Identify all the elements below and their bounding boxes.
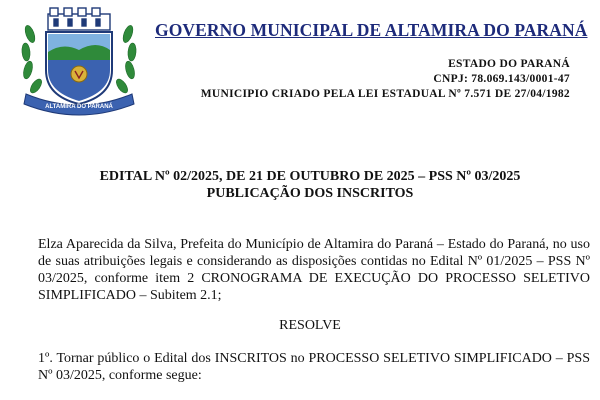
laurel-right	[114, 24, 137, 95]
laurel-left	[21, 24, 44, 95]
mural-crown	[48, 8, 110, 30]
edital-subtitle: PUBLICAÇÃO DOS INSCRITOS	[206, 186, 414, 201]
shield	[46, 32, 112, 104]
creation-law-line: MUNICIPIO CRIADO PELA LEI ESTADUAL Nº 7.571 DE 27/04/1982	[200, 88, 570, 100]
municipal-crest-icon	[18, 4, 140, 116]
crest-ribbon-text: ALTAMIRA DO PARANÁ	[45, 104, 113, 110]
resolve-heading: RESOLVE	[279, 318, 341, 333]
state-line: ESTADO DO PARANÁ	[448, 58, 570, 70]
intro-paragraph: Elza Aparecida da Silva, Prefeita do Município de Altamira do Paraná – Estado do Paraná, no uso de suas atribuições legais e considerando as disposições contidas no Edital Nº 01/2025 – PSS Nº 03/2025, conforme item 2 CRONOGRAMA DE EXECUÇÃO DO PROCESSO SELETIVO SIMPLIFICADO – Subitem 2.1;	[38, 237, 590, 303]
cnpj-line: CNPJ: 78.069.143/0001-47	[433, 73, 570, 85]
article-paragraph: 1º. Tornar público o Edital dos INSCRITOS no PROCESSO SELETIVO SIMPLIFICADO – PSS Nº 03/2025, conforme segue:	[38, 351, 590, 383]
government-title: GOVERNO MUNICIPAL DE ALTAMIRA DO PARANÁ	[155, 20, 588, 40]
edital-title: EDITAL Nº 02/2025, DE 21 DE OUTUBRO DE 2025 – PSS Nº 03/2025	[99, 169, 521, 184]
